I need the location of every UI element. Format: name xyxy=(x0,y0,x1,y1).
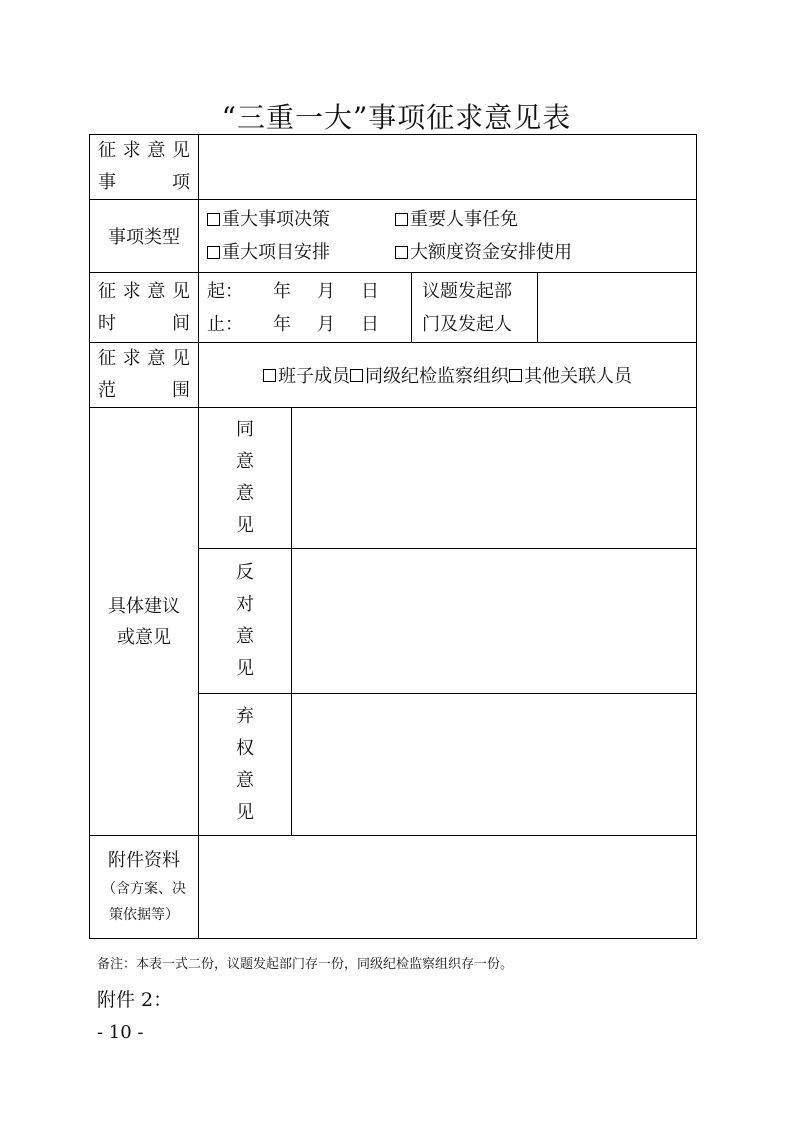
type-option-project[interactable]: 重大项目安排 xyxy=(207,236,395,269)
agree-row xyxy=(90,408,697,549)
initiator-input-cell[interactable] xyxy=(538,273,697,343)
annex-heading: 附件 2： xyxy=(97,989,173,1011)
checkbox-icon[interactable] xyxy=(263,369,276,382)
checkbox-icon[interactable] xyxy=(350,369,363,382)
matter-row xyxy=(90,135,697,200)
attachment-row xyxy=(90,836,697,939)
attachment-label: 附件资料 （含方案、决 策依据等） xyxy=(90,836,199,939)
type-row xyxy=(90,200,697,273)
type-option-personnel[interactable]: 重要人事任免 xyxy=(395,203,518,236)
footnote: 备注：本表一式二份，议题发起部门存一份，同级纪检监察组织存一份。 xyxy=(97,957,514,972)
checkbox-icon[interactable] xyxy=(395,213,408,226)
type-option-major-decision[interactable]: 重大事项决策 xyxy=(207,203,395,236)
abstain-label: 弃 权 意 见 xyxy=(199,694,292,836)
type-options-cell xyxy=(199,200,697,273)
page-number: - 10 - xyxy=(97,1022,144,1043)
opinion-label: 具体建议 或意见 xyxy=(90,408,199,836)
agree-label: 同 意 意 见 xyxy=(199,408,292,549)
page-title: “三重一大”事项征求意见表 xyxy=(221,101,572,134)
checkbox-icon[interactable] xyxy=(509,369,522,382)
scope-row xyxy=(90,343,697,408)
checkbox-icon[interactable] xyxy=(207,213,220,226)
oppose-label: 反 对 意 见 xyxy=(199,549,292,694)
type-option-funds[interactable]: 大额度资金安排使用 xyxy=(395,236,572,269)
matter-input-cell[interactable] xyxy=(199,135,697,200)
start-date: 起： 年 月 日 xyxy=(207,280,379,302)
time-range-cell[interactable] xyxy=(199,273,412,343)
type-label: 事项类型 xyxy=(90,200,199,273)
opinion-form-table xyxy=(89,134,697,939)
initiator-label: 议题发起部 门及发起人 xyxy=(412,273,538,343)
matter-label: 征 求 意 见 事 项 xyxy=(90,135,199,200)
attachment-input-cell[interactable] xyxy=(199,836,697,939)
scope-option-leadership[interactable]: 班子成员 xyxy=(263,362,350,388)
scope-label: 征 求 意 见 范 围 xyxy=(90,343,199,408)
time-row xyxy=(90,273,697,343)
abstain-input-cell[interactable] xyxy=(292,694,697,836)
scope-options-cell xyxy=(199,343,697,408)
end-date: 止： 年 月 日 xyxy=(207,313,379,335)
scope-option-discipline[interactable]: 同级纪检监察组织 xyxy=(350,362,509,388)
checkbox-icon[interactable] xyxy=(207,246,220,259)
checkbox-icon[interactable] xyxy=(395,246,408,259)
oppose-input-cell[interactable] xyxy=(292,549,697,694)
scope-option-related[interactable]: 其他关联人员 xyxy=(509,362,632,388)
time-label: 征 求 意 见 时 间 xyxy=(90,273,199,343)
agree-input-cell[interactable] xyxy=(292,408,697,549)
